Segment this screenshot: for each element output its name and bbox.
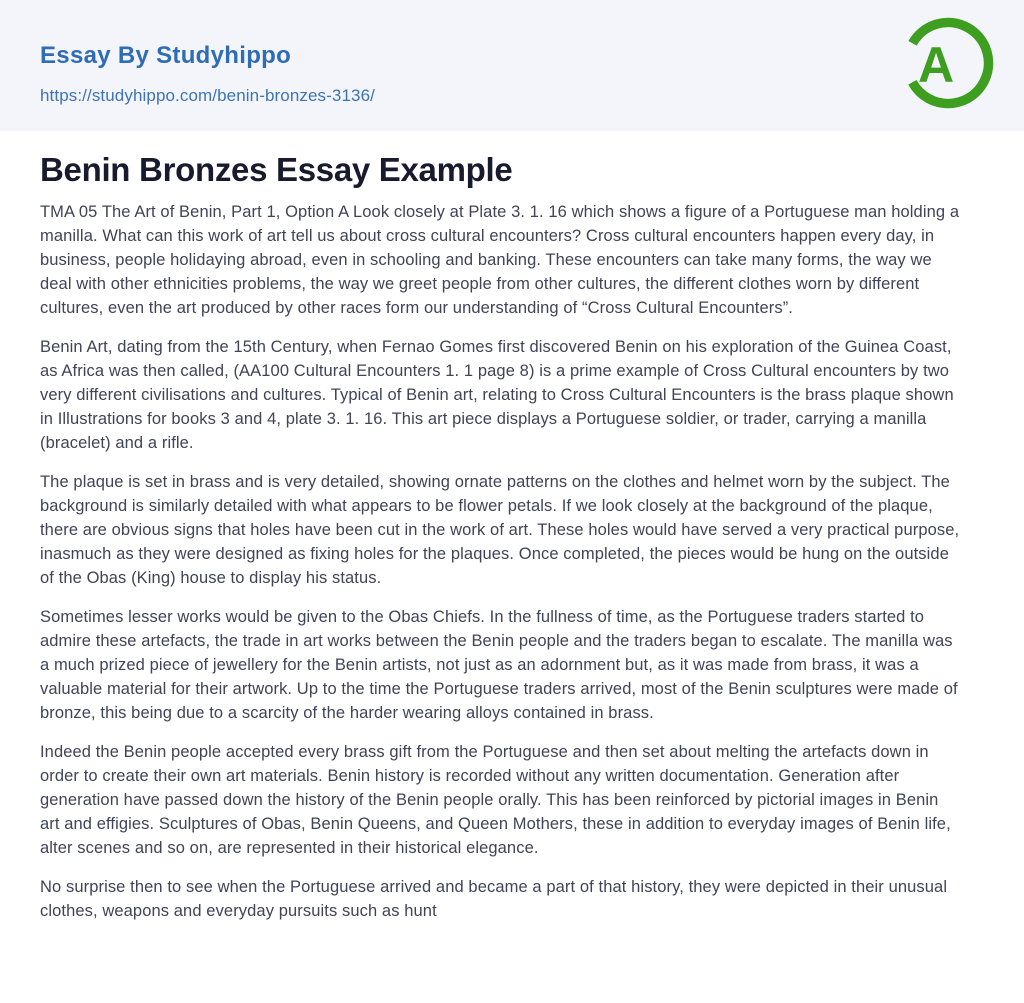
essay-title: Benin Bronzes Essay Example xyxy=(40,151,513,188)
logo-letter: A xyxy=(918,37,955,93)
essay-paragraph-2: Benin Art, dating from the 15th Century, when Fernao Gomes first discovered Benin on his exploration of the Guinea Coast, as Africa was then called, (AA100 Cultural Encounters 1. 1 page 8) is a prime example of Cross Cultural encounters by two very different civilisations and cultures. Typical of Benin art, relating to Cross Cultural Encounters is the brass plaque shown in Illustrations for books 3 and 4, plate 3. 1. 16. This art piece displays a Portuguese soldier, or trader, carrying a manilla (bracelet) and a rifle. xyxy=(40,338,954,452)
essay-content xyxy=(0,150,1024,923)
essay-paragraph-4: Sometimes lesser works would be given to the Obas Chiefs. In the fullness of time, as the Portuguese traders started to admire these artefacts, the trade in art works between the Benin people and the traders began to escalate. The manilla was a much prized piece of jewellery for the Benin artists, not just as an adornment but, as it was made from brass, it was a valuable material for their artwork. Up to the time the Portuguese traders arrived, most of the Benin sculptures were made of bronze, this being due to a scarcity of the harder wearing alloys contained in brass. xyxy=(40,608,958,722)
essay-paragraph-6: No surprise then to see when the Portuguese arrived and became a part of that history, they were depicted in their unusual clothes, weapons and everyday pursuits such as hunt xyxy=(40,878,948,920)
page-header xyxy=(0,0,1024,131)
essay-paragraph-3: The plaque is set in brass and is very detailed, showing ornate patterns on the clothes and helmet worn by the subject. The background is similarly detailed with what appears to be flower petals. If we look closely at the background of the plaque, there are obvious signs that holes have been cut in the work of art. These holes would have served a very practical purpose, inasmuch as they were designed as fixing holes for the plaques. Once completed, the pieces would be hung on the outside of the Obas (King) house to display his status. xyxy=(40,473,960,587)
essay-paragraph-5: Indeed the Benin people accepted every brass gift from the Portuguese and then set about melting the artefacts down in order to create their own art materials. Benin history is recorded without any written documentation. Generation after generation have passed down the history of the Benin people orally. This has been reinforced by pictorial images in Benin art and effigies. Sculptures of Obas, Benin Queens, and Queen Mothers, these in addition to everyday images of Benin life, alter scenes and so on, are represented in their historical elegance. xyxy=(40,743,951,857)
essay-paragraph-1: TMA 05 The Art of Benin, Part 1, Option A Look closely at Plate 3. 1. 16 which shows a figure of a Portuguese man holding a manilla. What can this work of art tell us about cross cultural encounters? Cross cultural encounters happen every day, in business, people holidaying abroad, even in schooling and banking. These encounters can take many forms, the way we deal with other ethnicities problems, the way we greet people from other cultures, the different clothes worn by different cultures, even the art produced by other races form our understanding of “Cross Cultural Encounters”. xyxy=(40,203,960,317)
byline: Essay By Studyhippo xyxy=(40,42,292,69)
studyhippo-logo-icon xyxy=(902,17,994,109)
source-url-link[interactable]: https://studyhippo.com/benin-bronzes-3136/ xyxy=(40,86,375,105)
header-text-block xyxy=(40,0,375,106)
